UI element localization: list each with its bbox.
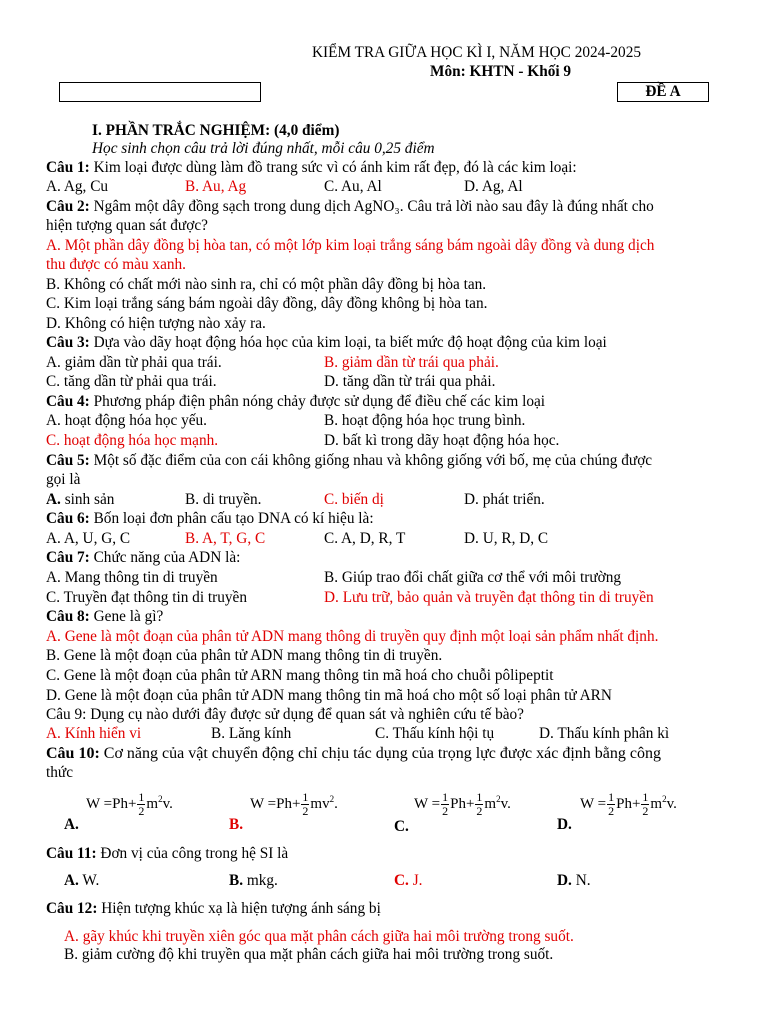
- option-c-correct[interactable]: C. biến dị: [324, 491, 384, 508]
- question-label: Câu 7:: [46, 549, 90, 566]
- option-c[interactable]: C. Truyền đạt thông tin di truyền: [46, 589, 247, 606]
- question-text: Dựa vào dãy hoạt động hóa học của kim loại, ta biết mức độ hoạt động của kim loại: [89, 334, 607, 351]
- question-12: [46, 899, 381, 918]
- option-d-label[interactable]: D.: [557, 816, 572, 833]
- option-c[interactable]: C. tăng dần từ phải qua trái.: [46, 373, 217, 390]
- question-text: Phương pháp điện phân nóng chảy được sử dụng để điều chế các kim loại: [89, 393, 546, 410]
- question-9: Câu 9: Dụng cụ nào dưới đây được sử dụng để quan sát và nghiên cứu tế bào?: [46, 706, 524, 723]
- option-d[interactable]: D. tăng dần từ trái qua phải.: [324, 373, 496, 390]
- question-2: [46, 197, 654, 216]
- exam-code-box: ĐỀ A: [617, 82, 709, 102]
- option-a[interactable]: A. Mang thông tin di truyền: [46, 569, 218, 586]
- question-text: Đơn vị của công trong hệ SI là: [96, 845, 289, 862]
- option-c[interactable]: C. Au, Al: [324, 178, 382, 195]
- option-a-correct[interactable]: A. Gene là một đoạn của phân tử ADN mang thông di truyền quy định một loại sản phẩm nhất định.: [46, 628, 659, 645]
- option-b[interactable]: B. Lăng kính: [211, 725, 292, 742]
- question-text: Chức năng của ADN là:: [89, 549, 241, 566]
- question-7: [46, 548, 240, 567]
- question-10: [46, 744, 661, 763]
- option-b-correct[interactable]: B. giảm dần từ trái qua phải.: [324, 354, 499, 371]
- question-label: Câu 6:: [46, 510, 90, 527]
- option-c[interactable]: C. A, D, R, T: [324, 530, 406, 547]
- formula-b: W =Ph+ $\frac{1}{2}$ $mv^2$.: [250, 790, 338, 818]
- option-a-correct[interactable]: A. Kính hiển vi: [46, 725, 142, 742]
- option-c-label[interactable]: C.: [394, 818, 409, 835]
- option-a-cont[interactable]: thu được có màu xanh.: [46, 256, 186, 273]
- question-label: Câu 4:: [46, 393, 90, 410]
- option-b[interactable]: B. Gene là một đoạn của phân tử ADN mang thông tin di truyền.: [46, 647, 443, 664]
- question-text: Cơ năng của vật chuyển động chỉ chịu tác dụng của trọng lực được xác định bằng công: [99, 745, 661, 762]
- option-d[interactable]: D. bất kì trong dãy hoạt động hóa học.: [324, 432, 560, 449]
- question-6: [46, 509, 374, 528]
- question-label: Câu 12:: [46, 900, 98, 917]
- question-label: Câu 3:: [46, 334, 90, 351]
- section-title: I. PHẦN TRẮC NGHIỆM: (4,0 điểm): [92, 122, 340, 139]
- option-d[interactable]: D. Thấu kính phân kì: [539, 725, 670, 742]
- option-a[interactable]: A. Ag, Cu: [46, 178, 109, 195]
- option-b[interactable]: B. Không có chất mới nào sinh ra, chỉ có một phần dây đồng bị hòa tan.: [46, 276, 487, 293]
- question-text: Kim loại được dùng làm đồ trang sức vì có ánh kim rất đẹp, đó là các kim loại:: [89, 159, 577, 176]
- option-c-correct[interactable]: C. hoạt động hóa học mạnh.: [46, 432, 219, 449]
- option-b[interactable]: B. hoạt động hóa học trung bình.: [324, 412, 526, 429]
- question-label: Câu 1:: [46, 159, 90, 176]
- formula-d: W = $\frac{1}{2}$ Ph+ $\frac{1}{2}$ $m^2v$.: [580, 790, 677, 818]
- question-label: Câu 10:: [46, 745, 100, 762]
- option-b[interactable]: B. giảm cường độ khi truyền qua mặt phân cách giữa hai môi trường trong suốt.: [64, 946, 554, 963]
- question-label: Câu 5:: [46, 452, 90, 469]
- option-d[interactable]: D. U, R, D, C: [464, 530, 549, 547]
- option-c-correct[interactable]: C. J.: [394, 872, 423, 889]
- exam-subject: Môn: KHTN - Khối 9: [430, 63, 572, 80]
- question-3: [46, 333, 607, 352]
- option-d[interactable]: D. phát triển.: [464, 491, 545, 508]
- option-d[interactable]: D. Ag, Al: [464, 178, 523, 195]
- question-11: [46, 844, 288, 863]
- option-a[interactable]: A. hoạt động hóa học yếu.: [46, 412, 208, 429]
- option-a-label[interactable]: A.: [64, 816, 79, 833]
- option-c[interactable]: C. Thấu kính hội tụ: [375, 725, 495, 742]
- question-5: [46, 451, 652, 470]
- question-1: [46, 158, 577, 177]
- exam-title: KIỂM TRA GIỮA HỌC KÌ I, NĂM HỌC 2024-2025: [312, 44, 641, 61]
- section-instruction: Học sinh chọn câu trả lời đúng nhất, mỗi câu 0,25 điểm: [92, 140, 435, 157]
- question-label: Câu 8:: [46, 608, 90, 625]
- question-8: [46, 607, 163, 626]
- question-text-cont: thức: [46, 764, 73, 781]
- option-a[interactable]: A. W.: [64, 872, 100, 889]
- formula-c: W = $\frac{1}{2}$ Ph+ $\frac{1}{2}$ $m^2v$.: [414, 790, 511, 818]
- option-d[interactable]: D. N.: [557, 872, 591, 889]
- option-b[interactable]: B. mkg.: [229, 872, 278, 889]
- option-d-correct[interactable]: D. Lưu trữ, bảo quản và truyền đạt thông tin di truyền: [324, 589, 654, 606]
- question-text: Hiện tượng khúc xạ là hiện tượng ánh sáng bị: [97, 900, 381, 917]
- option-a[interactable]: A. A, U, G, C: [46, 530, 131, 547]
- question-text: Một số đặc điểm của con cái không giống nhau và không giống với bố, mẹ của chúng được: [89, 452, 653, 469]
- formula-a: W =Ph+ $\frac{1}{2}$ $m^2v$.: [86, 790, 173, 818]
- question-text: Bốn loại đơn phân cấu tạo DNA có kí hiệu là:: [89, 510, 374, 527]
- option-d[interactable]: D. Không có hiện tượng nào xảy ra.: [46, 315, 266, 332]
- question-label: Câu 11:: [46, 845, 97, 862]
- option-a[interactable]: [46, 490, 114, 509]
- question-text: Ngâm một dây đồng sạch trong dung dịch AgNO₃. Câu trả lời nào sau đây là đúng nhất cho: [89, 198, 654, 215]
- option-a-correct[interactable]: A. gãy khúc khi truyền xiên góc qua mặt phân cách giữa hai môi trường trong suốt.: [64, 928, 574, 945]
- option-b-correct[interactable]: B. Au, Ag: [185, 178, 247, 195]
- option-label: A.: [46, 491, 61, 508]
- option-a-correct[interactable]: A. Một phần dây đồng bị hòa tan, có một lớp kim loại trắng sáng bám ngoài dây đồng và dung dịch: [46, 237, 655, 254]
- option-text: sinh sản: [60, 491, 115, 508]
- option-c[interactable]: C. Kim loại trắng sáng bám ngoài dây đồng, dây đồng không bị hòa tan.: [46, 295, 488, 312]
- question-text-cont: gọi là: [46, 471, 81, 488]
- question-text: Gene là gì?: [89, 608, 164, 625]
- option-b-label-correct[interactable]: B.: [229, 816, 244, 833]
- option-a[interactable]: A. giảm dần từ phải qua trái.: [46, 354, 222, 371]
- option-c[interactable]: C. Gene là một đoạn của phân tử ARN mang thông tin mã hoá cho chuỗi pôlipeptit: [46, 667, 554, 684]
- question-4: [46, 392, 545, 411]
- question-text-cont: hiện tượng quan sát được?: [46, 217, 208, 234]
- question-label: Câu 2:: [46, 198, 90, 215]
- option-d[interactable]: D. Gene là một đoạn của phân tử ADN mang thông tin mã hoá cho một số loại phân tử ARN: [46, 687, 612, 704]
- option-b-correct[interactable]: B. A, T, G, C: [185, 530, 266, 547]
- student-name-box[interactable]: [59, 82, 261, 102]
- option-b[interactable]: B. Giúp trao đổi chất giữa cơ thể với môi trường: [324, 569, 622, 586]
- option-b[interactable]: B. di truyền.: [185, 491, 262, 508]
